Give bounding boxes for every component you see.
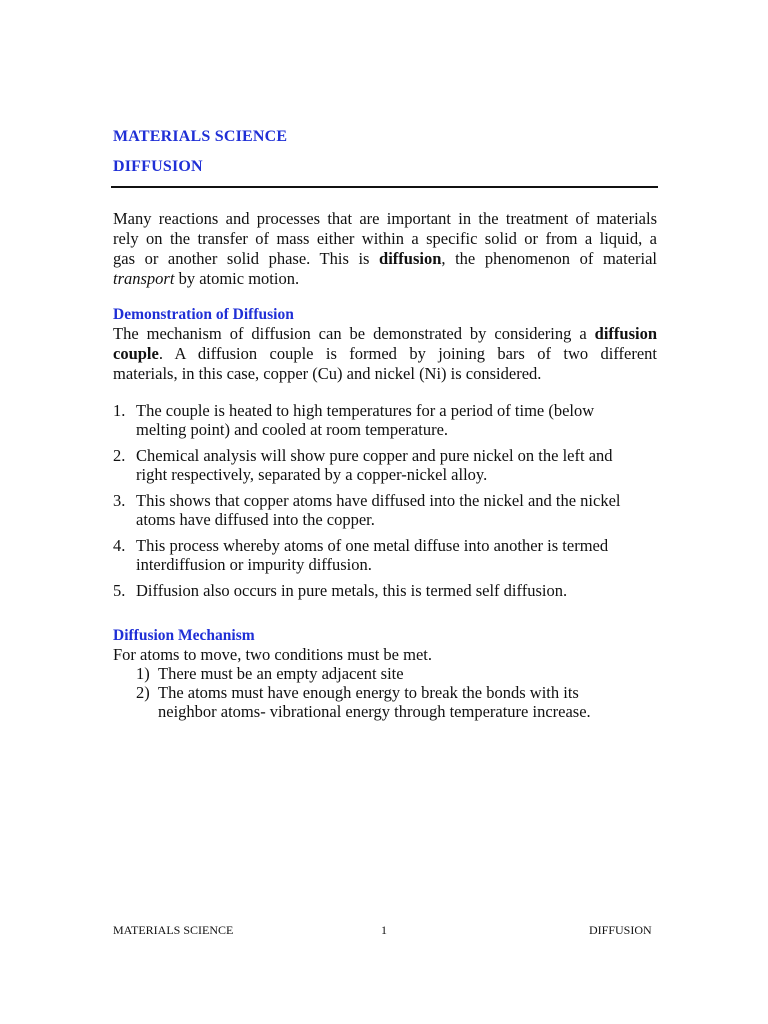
intro-paragraph xyxy=(113,209,657,289)
list-item-line: Chemical analysis will show pure copper and pure nickel on the left and xyxy=(136,446,613,465)
list-item xyxy=(113,581,673,600)
header-divider xyxy=(111,186,658,188)
mechanism-conditions-list xyxy=(136,664,656,721)
demo-line-3: materials, in this case, copper (Cu) and nickel (Ni) is considered. xyxy=(113,364,542,383)
list-item-number: 2) xyxy=(136,683,150,702)
intro-line-1: Many reactions and processes that are important in the treatment of materials xyxy=(113,209,657,228)
list-item-line: neighbor atoms- vibrational energy through temperature increase. xyxy=(158,702,591,721)
list-item-line: This process whereby atoms of one metal diffuse into another is termed xyxy=(136,536,609,555)
list-item-line: Diffusion also occurs in pure metals, this is termed self diffusion. xyxy=(136,581,568,600)
list-item-number: 5. xyxy=(113,581,126,600)
demonstration-steps-list xyxy=(113,401,673,607)
list-item-line: The couple is heated to high temperatures for a period of time (below xyxy=(136,401,595,420)
demonstration-paragraph xyxy=(113,324,657,384)
intro-line-3 xyxy=(113,249,657,269)
list-item-line: The atoms must have enough energy to break the bonds with its xyxy=(158,683,579,702)
list-item-line: right respectively, separated by a copper-nickel alloy. xyxy=(136,465,488,484)
intro-term-diffusion: diffusion xyxy=(379,249,442,268)
intro-line-3-text-a: gas or another solid phase. This is xyxy=(113,249,380,268)
intro-line-3-text-b: , the phenomenon of material xyxy=(441,249,658,268)
demo-term-diffusion: diffusion xyxy=(594,324,657,343)
footer-left: MATERIALS SCIENCE xyxy=(113,923,234,937)
demo-line-1 xyxy=(113,324,657,344)
list-item xyxy=(136,683,656,721)
list-item-number: 4. xyxy=(113,536,126,555)
intro-line-4 xyxy=(113,269,657,289)
list-item xyxy=(113,401,673,439)
list-item-number: 3. xyxy=(113,491,126,510)
demo-line-1-text: The mechanism of diffusion can be demonstrated by considering a xyxy=(113,324,595,343)
list-item xyxy=(113,446,673,484)
intro-term-transport: transport xyxy=(113,269,175,288)
list-item-number: 1) xyxy=(136,664,150,683)
demo-line-2 xyxy=(113,344,657,364)
list-item xyxy=(136,664,656,683)
demo-term-couple: couple xyxy=(113,344,159,363)
list-item xyxy=(113,491,673,529)
list-item-line: This shows that copper atoms have diffused into the nickel and the nickel xyxy=(136,491,621,510)
intro-line-2: rely on the transfer of mass either within a specific solid or from a liquid, a xyxy=(113,229,657,248)
document-subtitle: DIFFUSION xyxy=(113,158,203,175)
list-item-line: atoms have diffused into the copper. xyxy=(136,510,375,529)
demonstration-heading: Demonstration of Diffusion xyxy=(113,306,294,323)
list-item xyxy=(113,536,673,574)
list-item-line: interdiffusion or impurity diffusion. xyxy=(136,555,372,574)
footer-page-number: 1 xyxy=(381,923,387,937)
list-item-number: 1. xyxy=(113,401,126,420)
footer-right: DIFFUSION xyxy=(589,923,652,937)
mechanism-intro: For atoms to move, two conditions must be met. xyxy=(113,645,432,664)
mechanism-heading: Diffusion Mechanism xyxy=(113,627,255,644)
list-item-line: There must be an empty adjacent site xyxy=(158,664,404,683)
list-item-number: 2. xyxy=(113,446,126,465)
demo-line-2-text: . A diffusion couple is formed by joining bars of two different xyxy=(158,344,657,363)
document-title: MATERIALS SCIENCE xyxy=(113,128,288,145)
list-item-line: melting point) and cooled at room temperature. xyxy=(136,420,449,439)
intro-line-4-text: by atomic motion. xyxy=(174,269,300,288)
